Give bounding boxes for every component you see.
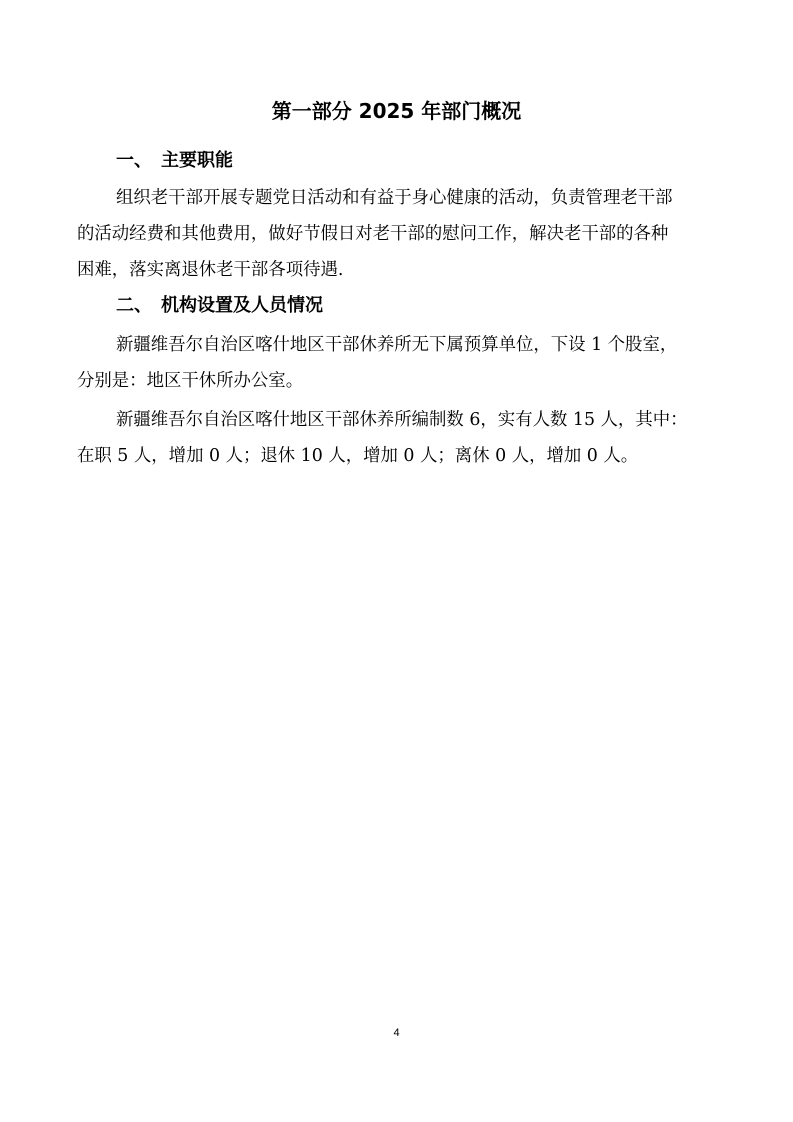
section-heading-text: 主要职能 <box>161 150 233 171</box>
section-heading-text: 机构设置及人员情况 <box>161 295 323 316</box>
paragraph-line: 分别是：地区干休所办公室。 <box>77 371 304 391</box>
section-heading-organization-staff <box>116 293 323 319</box>
paragraph-line: 困难，落实离退休老干部各项待遇. <box>77 260 344 280</box>
page-title: 第一部分 2025 年部门概况 <box>271 99 522 123</box>
paragraph-line: 组织老干部开展专题党日活动和有益于身心健康的活动，负责管理老干部 <box>116 188 673 208</box>
paragraph-line: 在职 5 人，增加 0 人；退休 10 人，增加 0 人；离休 0 人，增加 0 人。 <box>77 446 639 466</box>
page-number: 4 <box>393 1027 400 1039</box>
section-number: 二、 <box>116 295 152 316</box>
paragraph-line: 新疆维吾尔自治区喀什地区干部休养所编制数 6，实有人数 15 人，其中： <box>116 410 688 430</box>
section-number: 一、 <box>116 150 152 171</box>
paragraph-line: 的活动经费和其他费用，做好节假日对老干部的慰问工作，解决老干部的各种 <box>77 224 669 244</box>
section-heading-main-functions <box>116 148 233 174</box>
paragraph-line: 新疆维吾尔自治区喀什地区干部休养所无下属预算单位，下设 1 个股室， <box>116 335 678 355</box>
